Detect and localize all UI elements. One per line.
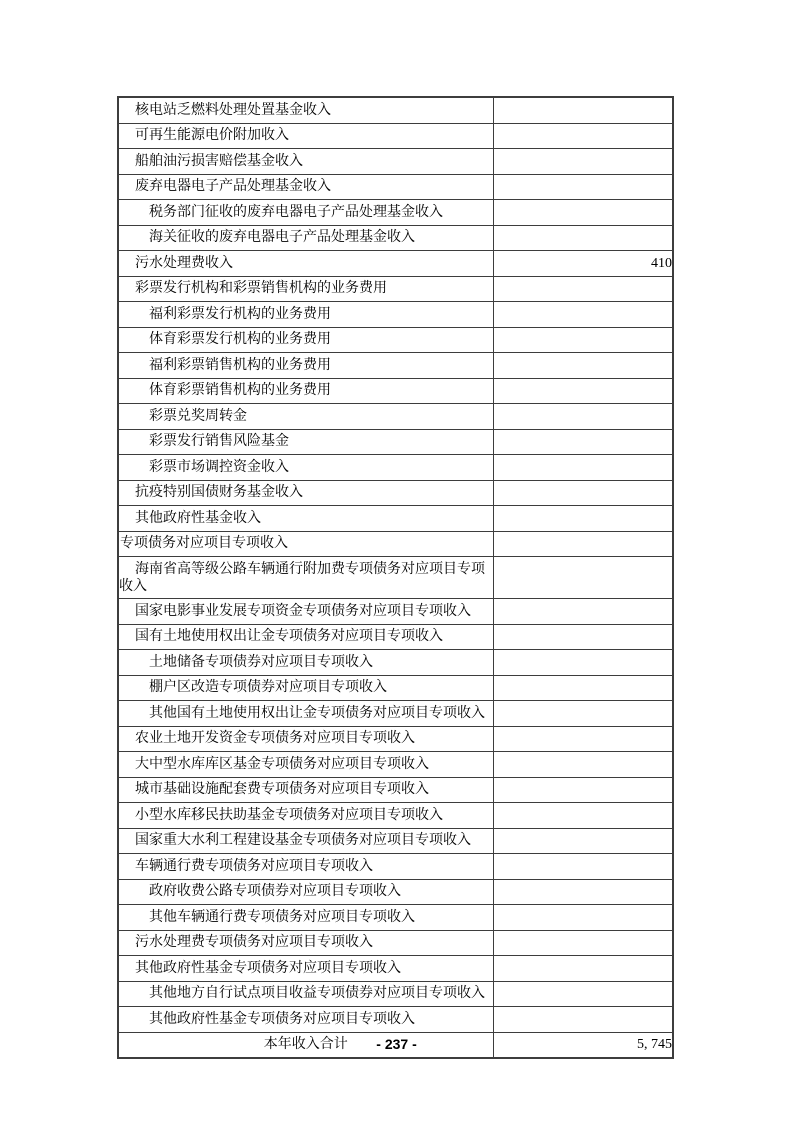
- table-row: [118, 981, 673, 1007]
- table-row: [118, 429, 673, 455]
- amount-cell: 5, 745: [493, 1032, 673, 1058]
- table-row: [118, 225, 673, 251]
- table-row: [118, 828, 673, 854]
- amount-cell: [493, 200, 673, 226]
- item-label-cell: 船舶油污损害赔偿基金收入: [118, 149, 493, 175]
- item-label-cell: 体育彩票销售机构的业务费用: [118, 378, 493, 404]
- amount-cell: [493, 879, 673, 905]
- table-body: [118, 97, 673, 1058]
- amount-cell: [493, 828, 673, 854]
- table-row: [118, 726, 673, 752]
- table-row: [118, 624, 673, 650]
- amount-cell: [493, 854, 673, 880]
- item-label-cell: 其他政府性基金专项债务对应项目专项收入: [118, 1007, 493, 1033]
- item-label-cell: 废弃电器电子产品处理基金收入: [118, 174, 493, 200]
- amount-cell: [493, 149, 673, 175]
- item-label-cell: 福利彩票销售机构的业务费用: [118, 353, 493, 379]
- table-row: [118, 752, 673, 778]
- item-label-cell: 其他车辆通行费专项债务对应项目专项收入: [118, 905, 493, 931]
- table-row: [118, 276, 673, 302]
- table-row: [118, 200, 673, 226]
- amount-cell: [493, 378, 673, 404]
- table-row: [118, 149, 673, 175]
- table-row: [118, 404, 673, 430]
- item-label-cell: 污水处理费收入: [118, 251, 493, 277]
- table-row: [118, 777, 673, 803]
- amount-cell: [493, 327, 673, 353]
- item-label-cell: 国家电影事业发展专项资金专项债务对应项目专项收入: [118, 599, 493, 625]
- item-label-cell: 农业土地开发资金专项债务对应项目专项收入: [118, 726, 493, 752]
- amount-cell: [493, 905, 673, 931]
- table-row: [118, 675, 673, 701]
- amount-cell: [493, 803, 673, 829]
- item-label-cell: 福利彩票发行机构的业务费用: [118, 302, 493, 328]
- table-row: [118, 956, 673, 982]
- amount-cell: [493, 675, 673, 701]
- amount-cell: [493, 506, 673, 532]
- table-row: [118, 854, 673, 880]
- item-label-cell: 彩票发行机构和彩票销售机构的业务费用: [118, 276, 493, 302]
- item-label-cell: 核电站乏燃料处理处置基金收入: [118, 97, 493, 123]
- item-label-cell: 污水处理费专项债务对应项目专项收入: [118, 930, 493, 956]
- item-label-cell: 可再生能源电价附加收入: [118, 123, 493, 149]
- amount-cell: 410: [493, 251, 673, 277]
- item-label-cell: 其他政府性基金收入: [118, 506, 493, 532]
- item-label-cell: 小型水库移民扶助基金专项债务对应项目专项收入: [118, 803, 493, 829]
- item-label-cell: 彩票兑奖周转金: [118, 404, 493, 430]
- item-label-cell: 其他国有土地使用权出让金专项债务对应项目专项收入: [118, 701, 493, 727]
- table-row: [118, 599, 673, 625]
- table-row: [118, 251, 673, 277]
- item-label-cell: 海关征收的废弃电器电子产品处理基金收入: [118, 225, 493, 251]
- item-label-cell: 其他政府性基金专项债务对应项目专项收入: [118, 956, 493, 982]
- table-row: [118, 557, 673, 599]
- item-label-cell: 彩票市场调控资金收入: [118, 455, 493, 481]
- item-label-cell: 城市基础设施配套费专项债务对应项目专项收入: [118, 777, 493, 803]
- table-row: [118, 1007, 673, 1033]
- table-row: [118, 531, 673, 557]
- table-row: [118, 879, 673, 905]
- amount-cell: [493, 480, 673, 506]
- amount-cell: [493, 1007, 673, 1033]
- amount-cell: [493, 557, 673, 599]
- table-row: [118, 650, 673, 676]
- amount-cell: [493, 353, 673, 379]
- item-label-cell: 抗疫特别国债财务基金收入: [118, 480, 493, 506]
- amount-cell: [493, 97, 673, 123]
- item-label-cell: 专项债务对应项目专项收入: [118, 531, 493, 557]
- item-label-cell: 土地储备专项债券对应项目专项收入: [118, 650, 493, 676]
- item-label-cell: 彩票发行销售风险基金: [118, 429, 493, 455]
- amount-cell: [493, 276, 673, 302]
- amount-cell: [493, 701, 673, 727]
- table-row: [118, 480, 673, 506]
- amount-cell: [493, 455, 673, 481]
- item-label-cell: 海南省高等级公路车辆通行附加费专项债务对应项目专项收入: [118, 557, 493, 599]
- table-row: [118, 97, 673, 123]
- amount-cell: [493, 981, 673, 1007]
- amount-cell: [493, 302, 673, 328]
- amount-cell: [493, 956, 673, 982]
- item-label-cell: 棚户区改造专项债券对应项目专项收入: [118, 675, 493, 701]
- item-label-cell: 体育彩票发行机构的业务费用: [118, 327, 493, 353]
- amount-cell: [493, 599, 673, 625]
- table-row: [118, 930, 673, 956]
- item-label-cell: 国有土地使用权出让金专项债务对应项目专项收入: [118, 624, 493, 650]
- amount-cell: [493, 429, 673, 455]
- amount-cell: [493, 930, 673, 956]
- amount-cell: [493, 174, 673, 200]
- amount-cell: [493, 531, 673, 557]
- item-label-cell: 政府收费公路专项债券对应项目专项收入: [118, 879, 493, 905]
- fund-income-table: [117, 96, 674, 1059]
- amount-cell: [493, 624, 673, 650]
- table-row: [118, 455, 673, 481]
- table-row: [118, 803, 673, 829]
- item-label-cell: 大中型水库库区基金专项债务对应项目专项收入: [118, 752, 493, 778]
- item-label-cell: 车辆通行费专项债务对应项目专项收入: [118, 854, 493, 880]
- item-label-cell: 税务部门征收的废弃电器电子产品处理基金收入: [118, 200, 493, 226]
- table-row: [118, 302, 673, 328]
- item-label-cell: 其他地方自行试点项目收益专项债券对应项目专项收入: [118, 981, 493, 1007]
- table-row: [118, 506, 673, 532]
- table-row: [118, 378, 673, 404]
- amount-cell: [493, 752, 673, 778]
- table-row: [118, 905, 673, 931]
- amount-cell: [493, 726, 673, 752]
- table-row: [118, 327, 673, 353]
- amount-cell: [493, 123, 673, 149]
- page-number: - 237 -: [376, 1036, 417, 1052]
- table-row: [118, 174, 673, 200]
- table-row: [118, 123, 673, 149]
- amount-cell: [493, 777, 673, 803]
- amount-cell: [493, 404, 673, 430]
- table-row: [118, 353, 673, 379]
- table-row: [118, 701, 673, 727]
- item-label-cell: 国家重大水利工程建设基金专项债务对应项目专项收入: [118, 828, 493, 854]
- amount-cell: [493, 650, 673, 676]
- total-label-cell: 本年收入合计: [118, 1032, 493, 1058]
- amount-cell: [493, 225, 673, 251]
